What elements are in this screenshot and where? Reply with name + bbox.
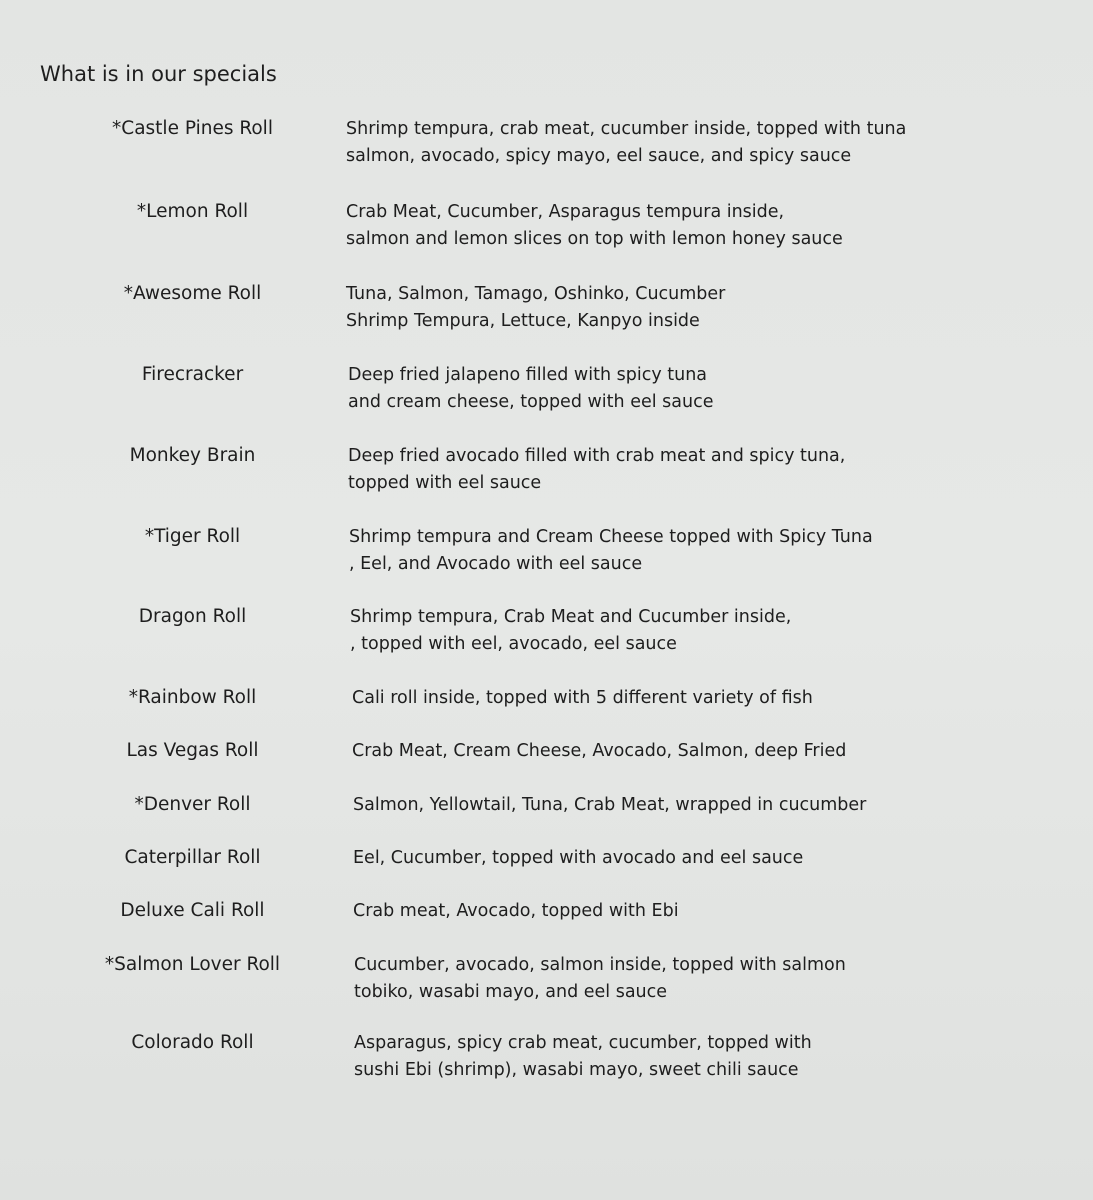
item-description (349, 524, 873, 578)
description-line: Salmon, Yellowtail, Tuna, Crab Meat, wrapped in cucumber (353, 795, 867, 815)
description-line: Shrimp Tempura, Lettuce, Kanpyo inside (346, 311, 700, 331)
item-name: Caterpillar Roll (124, 847, 261, 868)
item-name: Dragon Roll (138, 606, 247, 627)
description-line: Eel, Cucumber, topped with avocado and eel sauce (353, 848, 804, 868)
item-description (352, 685, 813, 712)
description-line: Crab Meat, Cream Cheese, Avocado, Salmon, deep Fried (352, 741, 847, 761)
item-description (346, 281, 725, 335)
description-line: Tuna, Salmon, Tamago, Oshinko, Cucumber (346, 284, 726, 304)
item-name: *Castle Pines Roll (112, 118, 273, 139)
item-name: *Rainbow Roll (128, 687, 257, 708)
item-description (348, 443, 845, 497)
description-line: Deep fried jalapeno filled with spicy tuna (348, 365, 708, 385)
description-line: Crab Meat, Cucumber, Asparagus tempura inside, (346, 202, 785, 222)
description-line: , Eel, and Avocado with eel sauce (349, 554, 643, 574)
page-title: What is in our specials (40, 62, 277, 86)
item-description (348, 362, 713, 416)
description-line: salmon, avocado, spicy mayo, eel sauce, and spicy sauce (346, 146, 852, 166)
description-line: tobiko, wasabi mayo, and eel sauce (354, 982, 668, 1002)
description-line: Deep fried avocado filled with crab meat and spicy tuna, (348, 446, 846, 466)
description-line: Cali roll inside, topped with 5 different variety of fish (352, 688, 813, 708)
item-description (354, 952, 846, 1006)
item-description (353, 845, 803, 872)
description-line: salmon and lemon slices on top with lemon honey sauce (346, 229, 843, 249)
item-name: *Salmon Lover Roll (104, 954, 281, 975)
item-name: Deluxe Cali Roll (120, 900, 265, 921)
description-line: Shrimp tempura, crab meat, cucumber inside, topped with tuna (346, 119, 907, 139)
description-line: , topped with eel, avocado, eel sauce (350, 634, 677, 654)
item-description (346, 116, 906, 170)
description-line: sushi Ebi (shrimp), wasabi mayo, sweet chili sauce (354, 1060, 799, 1080)
description-line: Asparagus, spicy crab meat, cucumber, topped with (354, 1033, 812, 1053)
item-name: *Denver Roll (134, 794, 251, 815)
item-name: Las Vegas Roll (126, 740, 259, 761)
item-name: Monkey Brain (129, 445, 256, 466)
description-line: Shrimp tempura and Cream Cheese topped with Spicy Tuna (349, 527, 873, 547)
description-line: Crab meat, Avocado, topped with Ebi (353, 901, 679, 921)
item-description (346, 199, 843, 253)
description-line: and cream cheese, topped with eel sauce (348, 392, 714, 412)
item-name: Firecracker (141, 364, 244, 385)
item-name: *Awesome Roll (123, 283, 262, 304)
description-line: Shrimp tempura, Crab Meat and Cucumber inside, (350, 607, 792, 627)
item-description (354, 1030, 812, 1084)
item-description (353, 792, 866, 819)
item-name: *Tiger Roll (144, 526, 241, 547)
item-name: *Lemon Roll (136, 201, 249, 222)
description-line: Cucumber, avocado, salmon inside, topped with salmon (354, 955, 846, 975)
description-line: topped with eel sauce (348, 473, 542, 493)
item-name: Colorado Roll (131, 1032, 254, 1053)
item-description (353, 898, 679, 925)
item-description (352, 738, 846, 765)
item-description (350, 604, 791, 658)
